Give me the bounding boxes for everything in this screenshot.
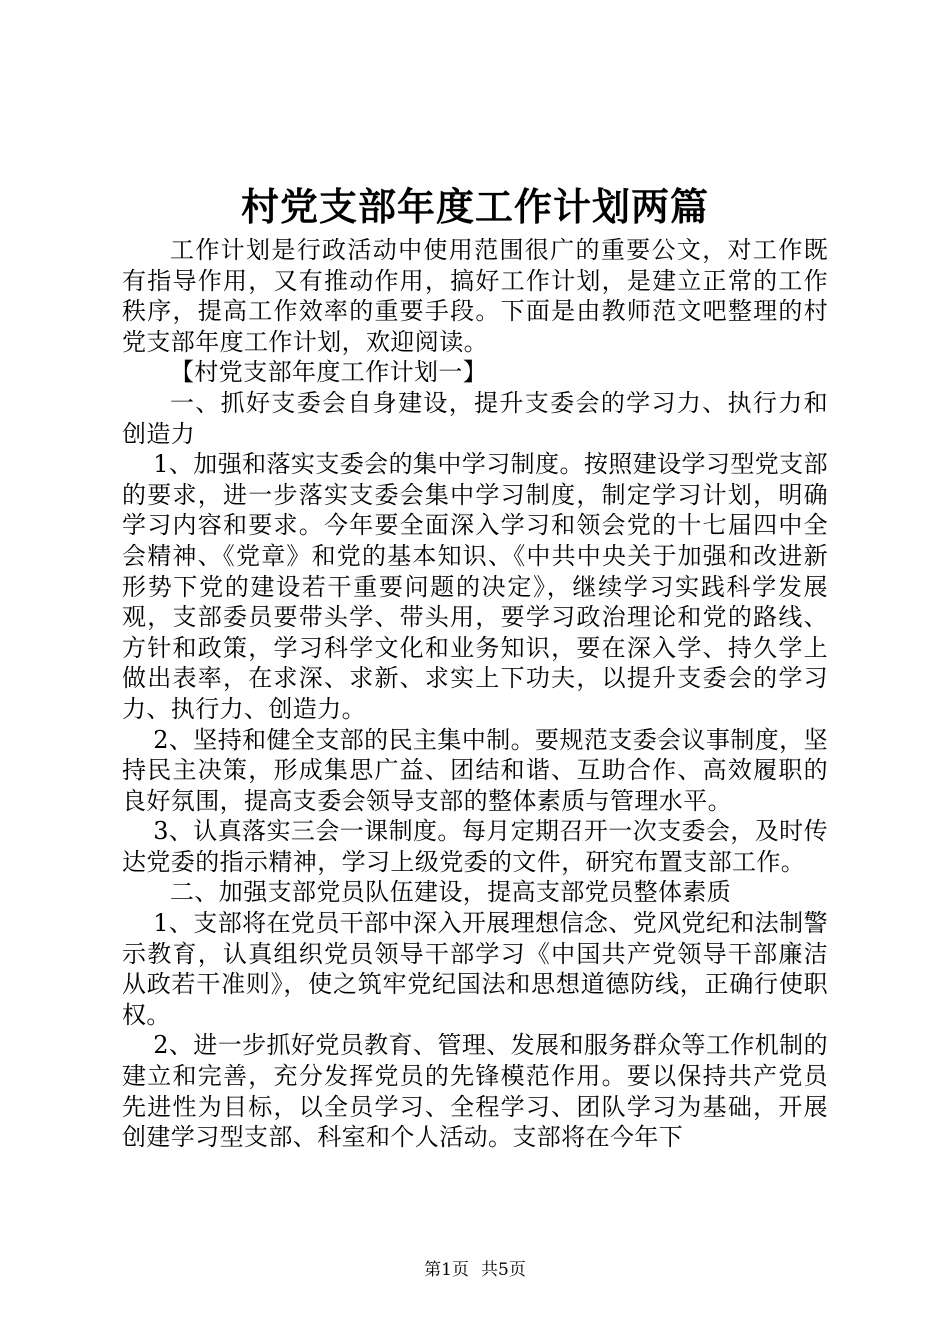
body-paragraph: 1、支部将在党员干部中深入开展理想信念、党风党纪和法制警示教育，认真组织党员领导干部学习《中国共产党领导干部廉洁从政若干准则》，使之筑牢党纪国法和思想道德防线，正确行使职权。 bbox=[122, 909, 828, 1029]
page-number: 第1页 bbox=[424, 1260, 469, 1280]
page-footer bbox=[0, 1258, 950, 1282]
document-title: 村党支部年度工作计划两篇 bbox=[240, 184, 709, 229]
body-paragraph: 2、坚持和健全支部的民主集中制。要规范支委会议事制度，坚持民主决策，形成集思广益、团结和谐、互助合作、高效履职的良好氛围，提高支委会领导支部的整体素质与管理水平。 bbox=[122, 725, 828, 815]
body-paragraph: 3、认真落实三会一课制度。每月定期召开一次支委会，及时传达党委的指示精神，学习上级党委的文件，研究布置支部工作。 bbox=[122, 817, 828, 876]
intro-paragraph: 工作计划是行政活动中使用范围很广的重要公文，对工作既有指导作用，又有推动作用，搞好工作计划，是建立正常的工作秩序，提高工作效率的重要手段。下面是由教师范文吧整理的村党支部年度工作计划，欢迎阅读。 bbox=[122, 236, 828, 356]
page-total: 共5页 bbox=[481, 1260, 526, 1280]
section-heading-2: 二、加强支部党员队伍建设，提高支部党员整体素质 bbox=[170, 878, 732, 907]
plan-one-heading: 【村党支部年度工作计划一】 bbox=[170, 358, 488, 387]
body-paragraph: 2、进一步抓好党员教育、管理、发展和服务群众等工作机制的建立和完善，充分发挥党员的先锋模范作用。要以保持共产党员先进性为目标，以全员学习、全程学习、团队学习为基础，开展创建学习型支部、科室和个人活动。支部将在今年下 bbox=[122, 1031, 828, 1152]
body-paragraph: 1、加强和落实支委会的集中学习制度。按照建设学习型党支部的要求，进一步落实支委会集中学习制度，制定学习计划，明确学习内容和要求。今年要全面深入学习和领会党的十七届四中全会精神、《党章》和党的基本知识、《中共中央关于加强和改进新形势下党的建设若干重要问题的决定》，继续学习实践科学发展观，支部委员要带头学、带头用，要学习政治理论和党的路线、方针和政策，学习科学文化和业务知识，要在深入学、持久学上做出表率，在求深、求新、求实上下功夫，以提升支委会的学习力、执行力、创造力。 bbox=[122, 450, 828, 723]
section-heading-1: 一、抓好支委会自身建设，提升支委会的学习力、执行力和创造力 bbox=[122, 388, 828, 448]
document-body bbox=[122, 235, 828, 1153]
